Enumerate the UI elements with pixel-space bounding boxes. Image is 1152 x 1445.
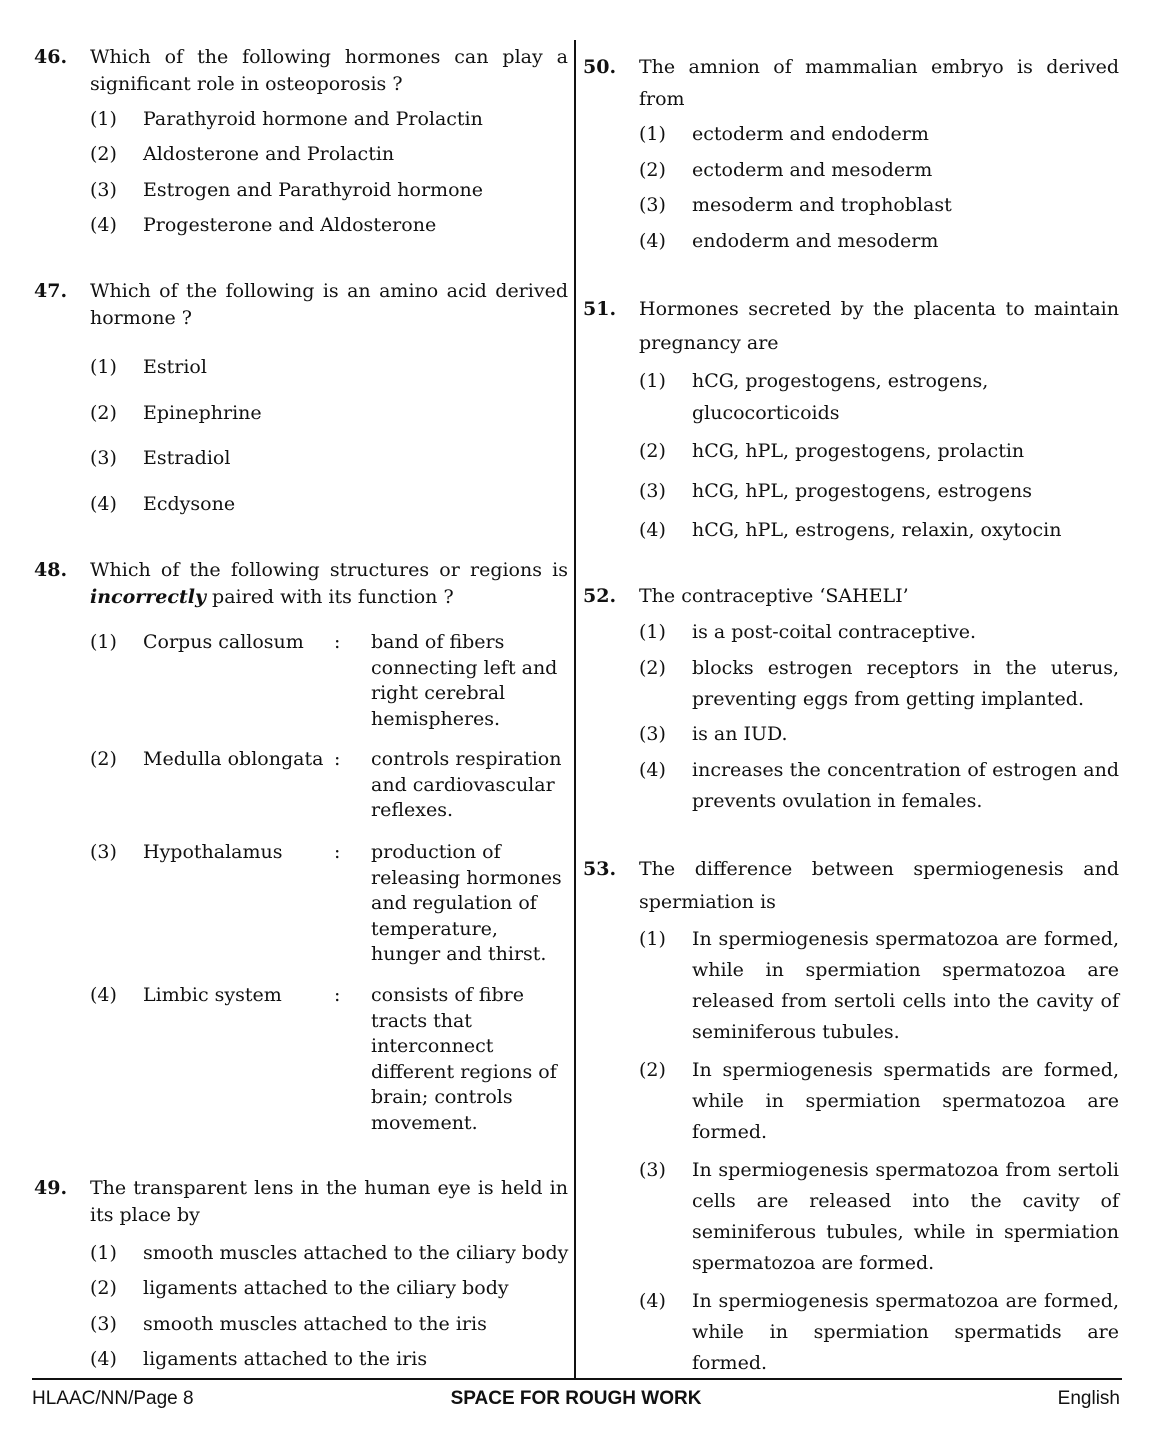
pair-function: production of releasing hormones and regulation of temperature, hunger and thirst.: [371, 841, 562, 965]
footer-page-code: HLAAC/NN/Page 8: [32, 1388, 194, 1409]
footer-rough-work: SPACE FOR ROUGH WORK: [450, 1388, 702, 1409]
question-number: 52.: [583, 585, 617, 607]
question-stem: The amnion of mammalian embryo is derived from: [639, 56, 1119, 110]
emphasis-incorrectly: incorrectly: [90, 586, 206, 608]
question-stem: Which of the following is an amino acid derived hormone ?: [90, 280, 568, 329]
question-stem: The contraceptive ‘SAHELI’: [639, 585, 909, 607]
question-stem: Hormones secreted by the placenta to maintain pregnancy are: [639, 298, 1119, 354]
pair-option-48-1[interactable]: (1) Corpus callosum : band of fibers connecting left and right cerebral hemispheres.: [90, 630, 570, 734]
pair-structure: Corpus callosum: [143, 631, 304, 653]
question-number: 53.: [583, 858, 617, 880]
question-stem: Which of the following structures or regions is incorrectly paired with its function ?: [90, 559, 568, 608]
pair-option-48-3[interactable]: (3) Hypothalamus : production of releasing hormones and regulation of temperature, hunger and thirst.: [90, 840, 570, 968]
question-number: 47.: [34, 280, 68, 302]
footer-rule: [32, 1378, 1122, 1380]
pair-structure: Limbic system: [143, 984, 282, 1006]
pair-option-48-2[interactable]: (2) Medulla oblongata : controls respiration and cardiovascular reflexes.: [90, 747, 570, 825]
footer-language: English: [1057, 1388, 1120, 1409]
question-number: 49.: [34, 1177, 68, 1199]
pair-option-48-4[interactable]: (4) Limbic system : consists of fibre tracts that interconnect different regions of brain; controls movement.: [90, 983, 570, 1135]
question-stem: Which of the following hormones can play a significant role in osteoporosis ?: [90, 46, 568, 95]
pair-function: band of fibers connecting left and right cerebral hemispheres.: [371, 631, 558, 730]
question-number: 48.: [34, 559, 68, 581]
question-number: 51.: [583, 298, 617, 320]
question-stem: The difference between spermiogenesis and spermiation is: [639, 858, 1119, 913]
question-number: 50.: [583, 56, 617, 78]
column-divider: [574, 40, 576, 1378]
pair-structure: Hypothalamus: [143, 841, 283, 863]
pair-function: consists of fibre tracts that interconnect different regions of brain; controls movement.: [371, 984, 557, 1134]
pair-function: controls respiration and cardiovascular reflexes.: [371, 748, 562, 821]
pair-structure: Medulla oblongata: [143, 748, 324, 770]
question-stem: The transparent lens in the human eye is held in its place by: [90, 1177, 568, 1226]
question-number: 46.: [34, 46, 68, 68]
